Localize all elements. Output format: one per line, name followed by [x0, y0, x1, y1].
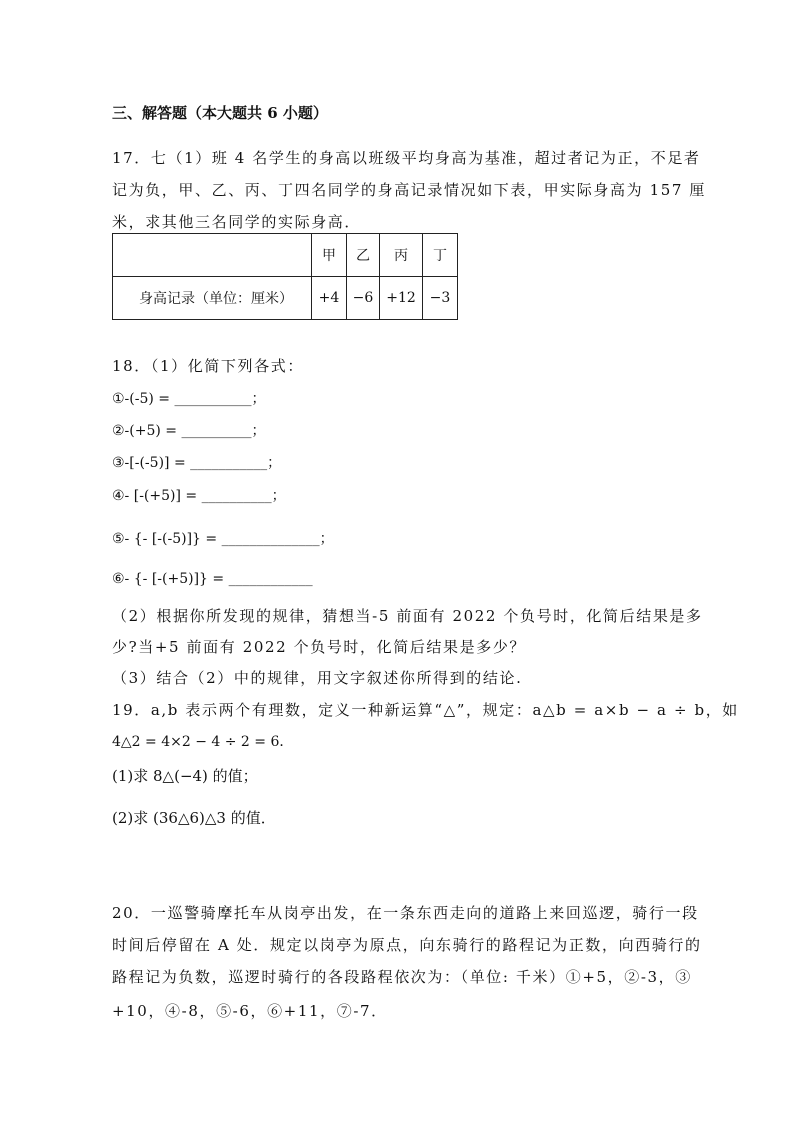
q19-line-2: 4△2 = 4×2 − 4 ÷ 2 = 6． [112, 734, 294, 750]
table-header-bing: 丙 [380, 234, 423, 277]
table-row [113, 277, 458, 320]
table-header-blank [113, 234, 312, 277]
table-cell: −6 [347, 277, 380, 320]
q18-item-2: ②-(+5) = __________； [112, 423, 266, 439]
table-cell: +12 [380, 277, 423, 320]
q19-part-1: (1)求 8△(−4) 的值； [112, 767, 258, 785]
q18-part2-line-1: （2）根据你所发现的规律，猜想当-5 前面有 2022 个负号时，化简后结果是多 [112, 607, 703, 625]
q18-part2-line-2: 少?当+5 前面有 2022 个负号时，化简后结果是多少？ [112, 638, 527, 656]
table-header-jia: 甲 [312, 234, 347, 277]
height-record-table [112, 233, 458, 320]
q17-line-2: 记为负，甲、乙、丙、丁四名同学的身高记录情况如下表，甲实际身高为 157 厘 [112, 181, 706, 199]
q20-line-1: 20．一巡警骑摩托车从岗亭出发，在一条东西走向的道路上来回巡逻，骑行一段 [112, 904, 699, 922]
q19-part-2: (2)求 (36△6)△3 的值． [112, 809, 276, 827]
table-header-ding: 丁 [423, 234, 458, 277]
q18-item-6: ⑥- {- [-(+5)]} = ____________ [112, 571, 313, 587]
q18-item-3: ③-[-(-5)] = ___________； [112, 455, 282, 471]
q18-item-5: ⑤- {- [-(-5)]} = ______________； [112, 531, 334, 547]
q17-line-1: 17．七（1）班 4 名学生的身高以班级平均身高为基准，超过者记为正，不足者 [112, 149, 701, 167]
q18-item-1: ①-(-5) = ___________； [112, 391, 266, 407]
q20-line-2: 时间后停留在 A 处．规定以岗亭为原点，向东骑行的路程记为正数，向西骑行的 [112, 936, 702, 954]
q18-intro: 18．（1）化简下列各式： [112, 357, 304, 375]
table-cell: +4 [312, 277, 347, 320]
table-header-row [113, 234, 458, 277]
q20-line-4: +10，④-8，⑤-6，⑥+11，⑦-7． [112, 1002, 388, 1020]
table-row-label: 身高记录（单位：厘米） [113, 277, 312, 320]
q20-line-3: 路程记为负数，巡逻时骑行的各段路程依次为：（单位: 千米）①+5，②-3，③ [112, 968, 692, 986]
q17-line-3: 米，求其他三名同学的实际身高． [112, 213, 362, 231]
table-header-yi: 乙 [347, 234, 380, 277]
q18-item-4: ④- [-(+5)] = __________； [112, 488, 286, 504]
section-heading: 三、解答题（本大题共 6 小题） [112, 104, 328, 122]
q19-line-1: 19．a,b 表示两个有理数，定义一种新运算“△”，规定：a△b = a×b − a ÷ b，如 [112, 701, 739, 719]
q18-part3: （3）结合（2）中的规律，用文字叙述你所得到的结论. [112, 669, 523, 687]
table-cell: −3 [423, 277, 458, 320]
